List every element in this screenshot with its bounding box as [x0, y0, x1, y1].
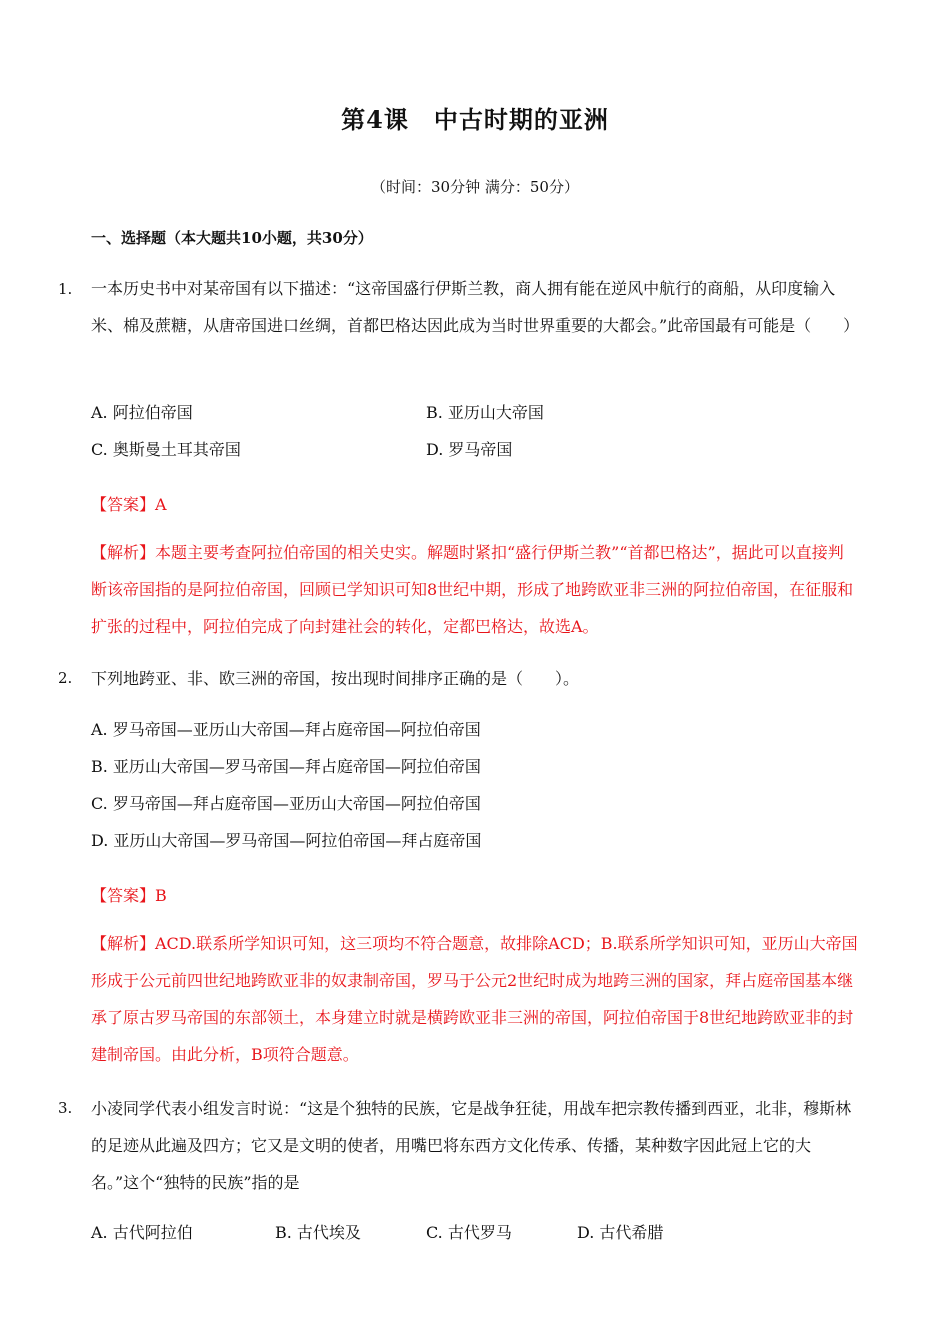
page-title: 第4课 中古时期的亚洲 — [341, 105, 609, 134]
question-text: 一本历史书中对某帝国有以下描述：“这帝国盛行伊斯兰教，商人拥有能在逆风中航行的商船，从印度输入米、棉及蔗糖，从唐帝国进口丝绸，首都巴格达因此成为当时世界重要的大都会。”此帝国最有可能是（ ） — [91, 279, 860, 335]
option-a: A. 古代阿拉伯 — [91, 1223, 193, 1242]
option-b: B. 亚历山大帝国 — [426, 403, 544, 422]
answer-label: 【答案】B — [91, 886, 167, 905]
analysis-text: 【解析】ACD.联系所学知识可知，这三项均不符合题意，故排除ACD；B.联系所学知识可知，亚历山大帝国形成于公元前四世纪地跨欧亚非的奴隶制帝国，罗马于公元2世纪时成为地跨三洲的国家，拜占庭帝国基本继承了原古罗马帝国的东部领土，本身建立时就是横跨欧亚非三洲的帝国，阿拉伯帝国于8世纪地跨欧亚非的封建制帝国。由此分析，B项符合题意。 — [91, 934, 858, 1064]
question-text: 小凌同学代表小组发言时说：“这是个独特的民族，它是战争狂徒，用战车把宗教传播到西亚，北非，穆斯林的足迹从此遍及四方；它又是文明的使者，用嘴巴将东西方文化传承、传播，某种数字因此冠上它的大名。”这个“独特的民族”指的是 — [91, 1099, 852, 1192]
option-d: D. 罗马帝国 — [426, 440, 513, 459]
question-number: 2. — [58, 669, 73, 687]
option-b: B. 亚历山大帝国—罗马帝国—拜占庭帝国—阿拉伯帝国 — [91, 757, 481, 776]
question-number: 1. — [58, 280, 73, 298]
option-a: A. 罗马帝国—亚历山大帝国—拜占庭帝国—阿拉伯帝国 — [91, 720, 481, 739]
analysis-text: 【解析】本题主要考查阿拉伯帝国的相关史实。解题时紧扣“盛行伊斯兰教”“首都巴格达”，据此可以直接判断该帝国指的是阿拉伯帝国，回顾已学知识可知8世纪中期，形成了地跨欧亚非三洲的阿拉伯帝国，在征服和扩张的过程中，阿拉伯完成了向封建社会的转化，定都巴格达，故选A。 — [91, 543, 854, 636]
answer-label: 【答案】A — [91, 495, 167, 514]
option-c: C. 罗马帝国—拜占庭帝国—亚历山大帝国—阿拉伯帝国 — [91, 794, 481, 813]
option-d: D. 古代希腊 — [577, 1223, 664, 1242]
exam-time-score: （时间：30分钟 满分：50分） — [371, 178, 579, 196]
option-c: C. 奥斯曼土耳其帝国 — [91, 440, 241, 459]
section-heading: 一、选择题（本大题共10小题，共30分） — [91, 229, 373, 247]
option-d: D. 亚历山大帝国—罗马帝国—阿拉伯帝国—拜占庭帝国 — [91, 831, 482, 850]
option-c: C. 古代罗马 — [426, 1223, 512, 1242]
option-a: A. 阿拉伯帝国 — [91, 403, 193, 422]
option-b: B. 古代埃及 — [275, 1223, 361, 1242]
question-text: 下列地跨亚、非、欧三洲的帝国，按出现时间排序正确的是（ ）。 — [91, 669, 580, 688]
question-number: 3. — [58, 1099, 73, 1117]
